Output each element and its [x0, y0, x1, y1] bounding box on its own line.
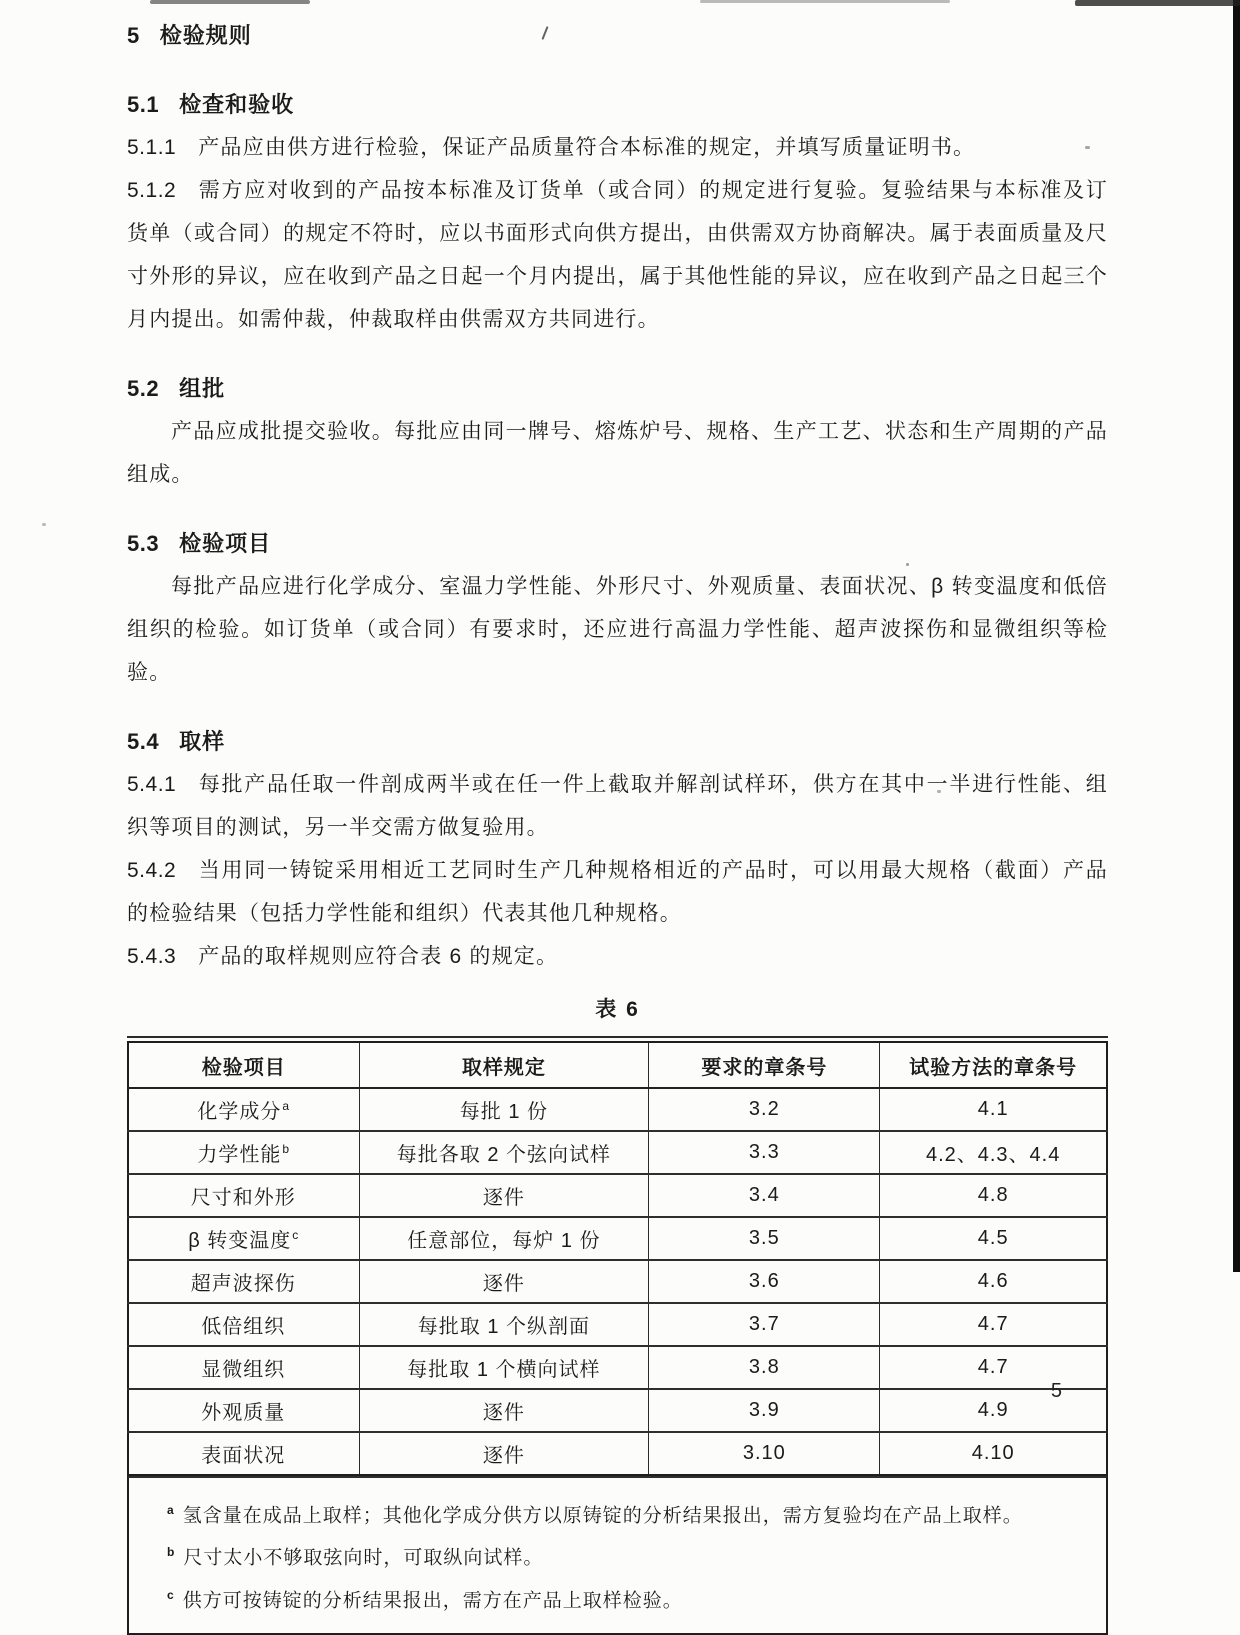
- table-row: [128, 1217, 1107, 1260]
- section-number: 5.2: [127, 376, 160, 401]
- cell-item: 低倍组织: [128, 1303, 359, 1346]
- cell-req: 3.6: [649, 1260, 880, 1303]
- cell-method: 4.1: [880, 1088, 1107, 1131]
- cell-method: 4.8: [880, 1174, 1107, 1217]
- scan-speck: [1085, 146, 1090, 149]
- page-number: 5: [1050, 1380, 1062, 1402]
- section-title: 检验项目: [179, 531, 272, 556]
- clause-text: 产品应由供方进行检验，保证产品质量符合本标准的规定，并填写质量证明书。: [198, 136, 976, 159]
- footnote-c: [167, 1577, 1086, 1619]
- section-number: 5.4: [127, 729, 160, 754]
- paragraph-5-4-2: [127, 849, 1108, 935]
- cell-rule: 逐件: [359, 1174, 649, 1217]
- cell-rule: 每批各取 2 个弦向试样: [359, 1131, 649, 1174]
- cell-item: 尺寸和外形: [128, 1174, 359, 1217]
- footnote-text: 尺寸太小不够取弦向时，可取纵向试样。: [183, 1547, 544, 1569]
- footnote-marker: a: [282, 1099, 291, 1114]
- section-5-1-heading: [127, 83, 1108, 126]
- cell-req: 3.10: [649, 1432, 880, 1475]
- cell-rule: 任意部位，每炉 1 份: [359, 1217, 649, 1260]
- cell-item: 超声波探伤: [128, 1260, 359, 1303]
- section-title: 检验规则: [159, 23, 252, 48]
- cell-rule: 每批取 1 个横向试样: [359, 1346, 649, 1389]
- section-5-2-heading: [127, 367, 1108, 410]
- cell-item: β 转变温度$^c$: [128, 1217, 359, 1260]
- paragraph-5-4-1: [127, 763, 1108, 849]
- footnote-a: [167, 1492, 1086, 1534]
- scan-smudge: [150, 0, 310, 4]
- footnote-marker: c: [292, 1228, 300, 1243]
- cell-item: 化学成分$^a$: [128, 1088, 359, 1131]
- section-number: 5.1: [127, 92, 160, 117]
- footnote-marker: a: [167, 1503, 175, 1517]
- cell-item: 表面状况: [128, 1432, 359, 1475]
- paragraph-5-2: [127, 410, 1108, 496]
- table-row: [128, 1131, 1107, 1174]
- footnote-marker: c: [167, 1587, 175, 1602]
- cell-method: 4.7: [880, 1346, 1107, 1389]
- scan-smudge: [1075, 0, 1240, 6]
- col-header-req: 要求的章条号: [649, 1042, 880, 1088]
- cell-method: 4.5: [880, 1217, 1107, 1260]
- sampling-rules-table: [127, 1041, 1108, 1476]
- cell-req: 3.3: [649, 1131, 880, 1174]
- clause-number: 5.4.1: [127, 773, 177, 796]
- col-header-rule: 取样规定: [359, 1042, 649, 1088]
- cell-method: 4.6: [880, 1260, 1107, 1303]
- cell-rule: 逐件: [359, 1389, 649, 1432]
- section-5-heading: [127, 14, 1108, 57]
- table-row: [128, 1088, 1107, 1131]
- scan-edge-band: [1233, 0, 1240, 1272]
- cell-rule: 每批 1 份: [359, 1088, 649, 1131]
- section-title: 组批: [179, 376, 226, 401]
- col-header-item: 检验项目: [128, 1042, 359, 1088]
- table-row: [128, 1174, 1107, 1217]
- scan-speck: [906, 563, 909, 566]
- clause-text: 每批产品应进行化学成分、室温力学性能、外形尺寸、外观质量、表面状况、β 转变温度和低倍组织的检验。如订货单（或合同）有要求时，还应进行高温力学性能、超声波探伤和显微组织等检验。: [127, 575, 1108, 684]
- clause-text: 产品的取样规则应符合表 6 的规定。: [198, 945, 559, 968]
- table-row: [128, 1346, 1107, 1389]
- cell-req: 3.9: [649, 1389, 880, 1432]
- table-row: [128, 1303, 1107, 1346]
- cell-method: 4.10: [880, 1432, 1107, 1475]
- paragraph-5-4-3: [127, 935, 1108, 978]
- cell-req: 3.4: [649, 1174, 880, 1217]
- section-title: 取样: [179, 729, 226, 754]
- clause-text: 当用同一铸锭采用相近工艺同时生产几种规格相近的产品时，可以用最大规格（截面）产品的检验结果（包括力学性能和组织）代表其他几种规格。: [127, 859, 1108, 925]
- cell-item: 外观质量: [128, 1389, 359, 1432]
- footnote-marker: b: [167, 1545, 176, 1560]
- table-caption: 表 6: [595, 998, 640, 1021]
- footnote-marker: b: [282, 1142, 291, 1157]
- paragraph-5-3: [127, 565, 1108, 694]
- clause-number: 5.4.2: [127, 859, 177, 882]
- table-header-row: [128, 1042, 1107, 1088]
- cell-req: 3.5: [649, 1217, 880, 1260]
- scan-speck: [42, 523, 46, 526]
- cell-req: 3.2: [649, 1088, 880, 1131]
- paragraph-5-1-2: [127, 169, 1108, 341]
- footnote-text: 氢含量在成品上取样；其他化学成分供方以原铸锭的分析结果报出，需方复验均在产品上取样。: [182, 1505, 1023, 1527]
- clause-text: 产品应成批提交验收。每批应由同一牌号、熔炼炉号、规格、生产工艺、状态和生产周期的产品组成。: [127, 420, 1108, 486]
- paragraph-5-1-1: [127, 126, 1108, 169]
- cell-method: 4.2、4.3、4.4: [880, 1131, 1107, 1174]
- sampling-table-wrapper: [127, 1036, 1108, 1635]
- clause-text: 需方应对收到的产品按本标准及订货单（或合同）的规定进行复验。复验结果与本标准及订货单（或合同）的规定不符时，应以书面形式向供方提出，由供需双方协商解决。属于表面质量及尺寸外形的异议，应在收到产品之日起一个月内提出，属于其他性能的异议，应在收到产品之日起三个月内提出。如需仲裁，仲裁取样由供需双方共同进行。: [127, 179, 1108, 331]
- section-5-3-heading: [127, 522, 1108, 565]
- section-title: 检查和验收: [179, 92, 295, 117]
- col-header-method: 试验方法的章条号: [880, 1042, 1107, 1088]
- clause-text: 每批产品任取一件剖成两半或在任一件上截取并解剖试样环，供方在其中一半进行性能、组织等项目的测试，另一半交需方做复验用。: [127, 773, 1108, 839]
- section-number: 5.3: [127, 531, 160, 556]
- footnote-b: [167, 1534, 1086, 1576]
- clause-number: 5.1.2: [127, 179, 177, 202]
- cell-item: 力学性能$^b$: [128, 1131, 359, 1174]
- clause-number: 5.1.1: [127, 136, 177, 159]
- table-footnotes: [127, 1476, 1108, 1635]
- cell-req: 3.7: [649, 1303, 880, 1346]
- section-5-4-heading: [127, 720, 1108, 763]
- cell-item: 显微组织: [128, 1346, 359, 1389]
- cell-method: 4.9: [880, 1389, 1107, 1432]
- table-row: [128, 1432, 1107, 1475]
- cell-req: 3.8: [649, 1346, 880, 1389]
- table-row: [128, 1389, 1107, 1432]
- footnote-text: 供方可按铸锭的分析结果报出，需方在产品上取样检验。: [182, 1589, 683, 1611]
- cell-method: 4.7: [880, 1303, 1107, 1346]
- scan-smudge: [700, 0, 950, 3]
- cell-rule: 每批取 1 个纵剖面: [359, 1303, 649, 1346]
- table-row: [128, 1260, 1107, 1303]
- scan-speck: [937, 790, 941, 793]
- clause-number: 5.4.3: [127, 945, 177, 968]
- cell-rule: 逐件: [359, 1432, 649, 1475]
- table-top-rule: [127, 1036, 1108, 1038]
- section-number: 5: [127, 23, 140, 48]
- cell-rule: 逐件: [359, 1260, 649, 1303]
